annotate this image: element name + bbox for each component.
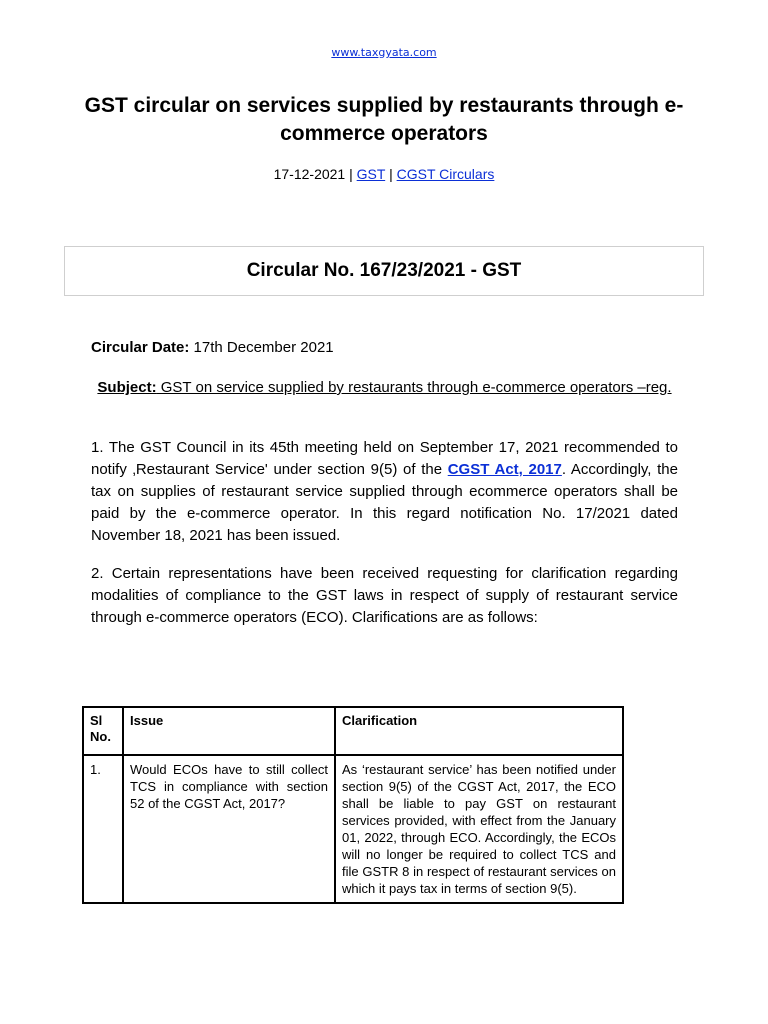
- cell-clarification: As ‘restaurant service’ has been notified under section 9(5) of the CGST Act, 2017, the ECO shall be liable to pay GST on restaurant services provided, with effect from the January 01, 2022, through ECO. Accordingly, the ECOs will no longer be required to collect TCS and file GSTR 8 in respect of restaurant services on which it pays tax in terms of section 9(5).: [335, 755, 623, 903]
- paragraph-2: 2. Certain representations have been received requesting for clarification regarding modalities of compliance to the GST laws in respect of supply of restaurant service through e-commerce operators (ECO). Clarifications are as follows:: [91, 565, 678, 626]
- site-link-container: [0, 46, 768, 59]
- header-issue: Issue: [123, 707, 335, 755]
- subject: [91, 377, 678, 398]
- cell-issue: Would ECOs have to still collect TCS in compliance with section 52 of the CGST Act, 2017?: [123, 755, 335, 903]
- site-link[interactable]: www.taxgyata.com: [331, 46, 437, 59]
- circular-date-label: Circular Date:: [91, 339, 190, 356]
- post-meta: [0, 166, 768, 182]
- table-row: [83, 755, 623, 903]
- subject-text: GST on service supplied by restaurants through e-commerce operators –reg.: [156, 379, 672, 396]
- circular-number-box: [64, 246, 704, 296]
- meta-separator: |: [345, 166, 357, 182]
- paragraph-1-text-b: . Accordingly, the tax on supplies of restaurant service supplied through ecommerce operators shall be paid by the e-commerce operator. In this regard notification No. 17/2021 dated November 18, 2021 has been issued.: [91, 461, 678, 544]
- circular-date-value: 17th December 2021: [189, 339, 334, 356]
- header-sl-no: Sl No.: [83, 707, 123, 755]
- post-date: 17-12-2021: [273, 166, 346, 182]
- clarification-table: [82, 706, 624, 904]
- meta-separator: |: [385, 166, 397, 182]
- tag-gst-link[interactable]: GST: [356, 166, 386, 182]
- cgst-act-link[interactable]: CGST Act, 2017: [447, 461, 562, 478]
- table-header-row: [83, 707, 623, 755]
- cell-sl-no: 1.: [83, 755, 123, 903]
- paragraph-1: [91, 437, 678, 547]
- circular-number: Circular No. 167/23/2021 - GST: [246, 260, 522, 281]
- subject-label: Subject:: [97, 379, 157, 396]
- page-title: GST circular on services supplied by restaurants through e-commerce operators: [84, 94, 684, 145]
- circular-date: [91, 339, 334, 356]
- header-clarification: Clarification: [335, 707, 623, 755]
- tag-cgst-circulars-link[interactable]: CGST Circulars: [396, 166, 495, 182]
- paragraph-1-text-a: 1. The GST Council in its 45th meeting held on September 17, 2021 recommended to notify ‚Restaurant Service' under section 9(5) of the: [91, 439, 678, 478]
